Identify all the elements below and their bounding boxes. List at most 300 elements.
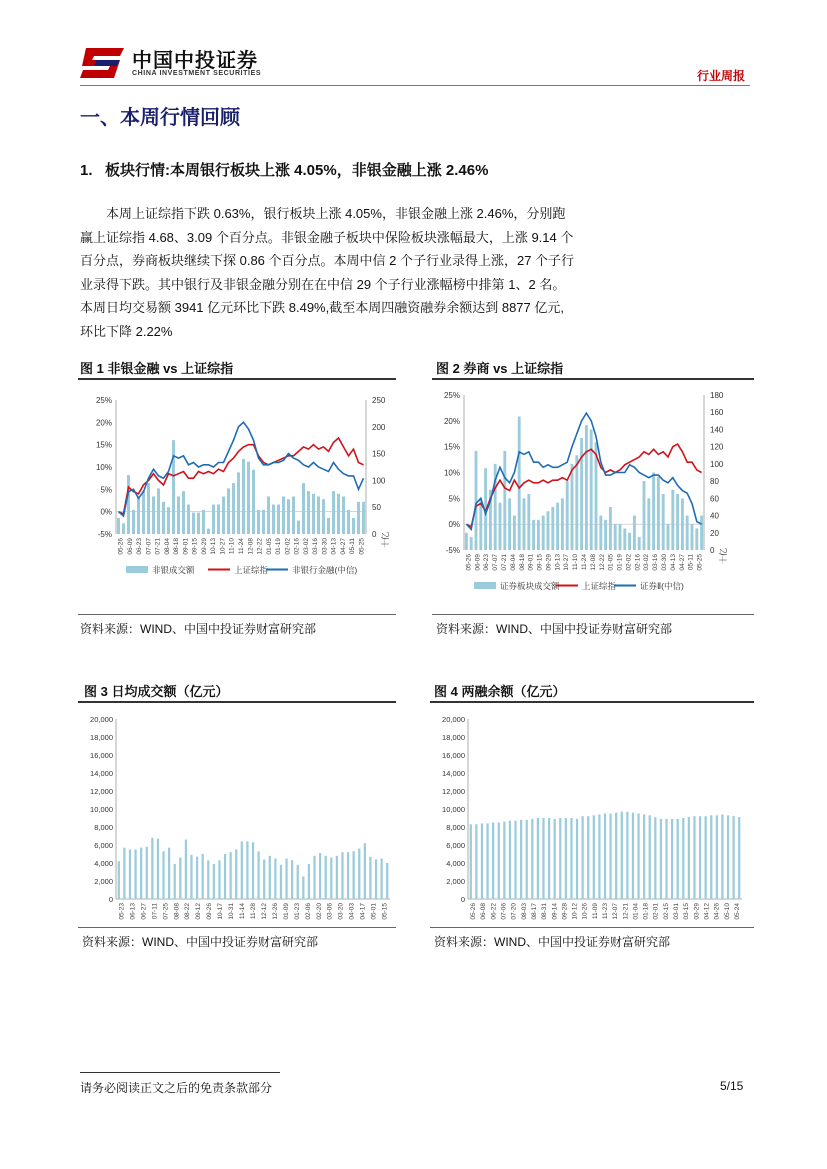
x-tick-label: 04-13: [330, 538, 338, 555]
y-right-tick-label: 100: [710, 459, 724, 469]
legend-label: 证券板块成交额: [500, 581, 560, 591]
bar: [699, 816, 701, 899]
fig1-title: 图 1 非银金融 vs 上证综指: [80, 361, 234, 376]
bar: [688, 817, 690, 899]
bar: [369, 857, 371, 899]
bar: [307, 491, 310, 534]
x-tick-label: 05-15: [381, 903, 389, 920]
x-tick-label: 01-05: [265, 538, 273, 555]
bar: [167, 507, 170, 534]
bar: [237, 472, 240, 534]
bar: [285, 859, 287, 900]
bar: [570, 818, 572, 899]
y-left-tick-label: 15%: [95, 440, 112, 450]
page-number: 5/15: [720, 1079, 744, 1093]
x-tick-label: 06-09: [126, 538, 134, 555]
legend-swatch-bar: [474, 582, 496, 589]
y-right-tick-label: 180: [710, 391, 724, 400]
bar: [132, 510, 135, 534]
bar: [227, 488, 230, 534]
x-tick-label: 03-15: [683, 903, 691, 920]
x-tick-label: 09-29: [200, 538, 208, 555]
bar: [313, 856, 315, 899]
x-tick-label: 02-15: [662, 903, 670, 920]
x-tick-label: 03-16: [652, 554, 660, 571]
bar: [319, 853, 321, 899]
bar: [187, 505, 190, 534]
paragraph-line: 本周日均交易额 3941 亿元环比下跌 8.49%,截至本周四融资融券余额达到 8877 亿元,: [80, 300, 564, 315]
bar: [302, 877, 304, 900]
bar: [671, 819, 673, 899]
bar: [681, 498, 684, 550]
bar: [269, 856, 271, 899]
bar: [575, 455, 578, 550]
y-left-tick-label: -5%: [97, 530, 112, 539]
bar: [657, 477, 660, 550]
bar: [465, 533, 468, 550]
bar: [242, 459, 245, 534]
bar: [235, 850, 237, 900]
bar: [162, 502, 165, 534]
y-right-tick-label: 150: [372, 449, 386, 459]
bar: [302, 483, 305, 534]
fig2-chart: [432, 382, 754, 614]
x-tick-label: 04-27: [678, 554, 686, 571]
bar: [297, 865, 299, 899]
bar: [347, 510, 350, 534]
bar: [604, 814, 606, 900]
bar: [590, 429, 593, 550]
y-tick-label: 2,000: [94, 877, 113, 886]
bar: [330, 858, 332, 899]
x-tick-label: 09-28: [561, 903, 569, 920]
y-right-tick-label: 120: [710, 442, 724, 452]
footer-disclaimer: 请务必阅读正文之后的免责条款部分: [80, 1081, 273, 1095]
bar: [520, 820, 522, 899]
x-tick-label: 12-26: [271, 903, 279, 920]
bar: [637, 814, 639, 900]
bar: [537, 818, 539, 899]
x-tick-label: 01-05: [607, 554, 615, 571]
x-tick-label: 07-25: [162, 903, 170, 920]
legend-label: 非银成交额: [152, 565, 195, 575]
bar: [358, 849, 360, 899]
y-tick-label: 10,000: [90, 805, 113, 814]
bar: [257, 851, 259, 899]
bar: [207, 860, 209, 899]
bar: [571, 464, 574, 550]
x-tick-label: 03-29: [693, 903, 701, 920]
bar: [643, 814, 645, 899]
x-tick-label: 03-30: [661, 554, 668, 571]
x-tick-label: 09-15: [191, 538, 199, 555]
bar: [621, 812, 623, 899]
bar: [492, 823, 494, 900]
bar: [499, 503, 502, 550]
bar: [486, 823, 488, 899]
y-right-tick-label: 100: [372, 476, 386, 486]
bar: [262, 510, 265, 534]
bar: [364, 843, 366, 899]
x-tick-label: 11-24: [581, 554, 588, 571]
bar: [649, 815, 651, 899]
x-tick-label: 10-12: [571, 903, 579, 920]
y-tick-label: 14,000: [442, 769, 465, 778]
fig1-bottom-rule: [78, 614, 396, 615]
x-tick-label: 10-27: [563, 554, 571, 571]
paragraph-line: 百分点，券商板块继续下探 0.86 个百分点。本周中信 2 个子行业录得上涨，27 个子行: [80, 253, 575, 268]
bar: [357, 502, 360, 534]
x-tick-label: 12-22: [256, 538, 264, 555]
bar: [246, 841, 248, 899]
x-tick-label: 06-23: [136, 538, 144, 555]
x-tick-label: 07-20: [510, 903, 518, 920]
bar: [693, 816, 695, 899]
bar: [654, 817, 656, 899]
bar: [197, 513, 200, 534]
bar: [190, 855, 192, 899]
y-right-tick-label: 250: [372, 396, 386, 405]
y-right-tick-label: 0: [372, 530, 377, 539]
legend-label: 证券Ⅱ(中信): [640, 581, 684, 591]
bar: [638, 537, 641, 550]
bar: [353, 851, 355, 899]
y-left-tick-label: 25%: [95, 396, 112, 405]
fig3-top-rule: [78, 701, 396, 703]
bar: [257, 510, 260, 534]
bar: [508, 498, 511, 550]
x-tick-label: 08-04: [509, 554, 517, 571]
bar: [362, 502, 365, 534]
bar: [332, 491, 335, 534]
y-left-tick-label: 25%: [443, 391, 460, 400]
bar: [582, 816, 584, 899]
y-right-tick-label: 0: [710, 546, 715, 555]
bar: [677, 819, 679, 899]
bar: [721, 814, 723, 899]
bar: [561, 498, 564, 550]
paragraph-line: 本周上证综指下跌 0.63%，银行板块上涨 4.05%，非银金融上涨 2.46%，分别跑: [106, 206, 566, 221]
fig1-source: 资料来源：WIND、中国中投证券财富研究部: [80, 622, 316, 636]
bar: [626, 812, 628, 899]
x-tick-label: 07-21: [154, 538, 162, 555]
y-tick-label: 12,000: [442, 787, 465, 796]
blue-line-series: [466, 413, 701, 529]
x-tick-label: 06-22: [490, 903, 498, 920]
x-tick-label: 07-07: [492, 554, 500, 571]
x-tick-label: 08-04: [163, 538, 171, 555]
y-tick-label: 8,000: [446, 823, 465, 832]
bar: [146, 847, 148, 899]
bar: [222, 496, 225, 534]
x-tick-label: 05-11: [349, 538, 357, 555]
subsection-title: 1. 板块行情:本周银行板块上涨 4.05%，非银金融上涨 2.46%: [80, 162, 489, 179]
x-tick-label: 05-26: [117, 538, 125, 555]
x-tick-label: 06-27: [140, 903, 148, 920]
x-tick-label: 08-31: [541, 903, 549, 920]
bar: [470, 824, 472, 899]
bar: [217, 505, 220, 534]
x-tick-label: 08-17: [530, 903, 538, 920]
y-right-tick-label: 20: [710, 528, 719, 538]
fig2-bottom-rule: [432, 614, 754, 615]
x-tick-label: 08-08: [173, 903, 181, 920]
bar: [619, 524, 622, 550]
x-tick-label: 02-16: [634, 554, 642, 571]
bar: [527, 494, 530, 550]
x-tick-label: 03-16: [312, 538, 320, 555]
right-axis-unit-label: 十亿: [381, 532, 390, 548]
bar: [609, 814, 611, 900]
y-right-tick-label: 50: [372, 503, 381, 513]
blue-line-series: [119, 422, 364, 516]
x-tick-label: 10-27: [219, 538, 227, 555]
legend-label: 非银行金融(中信): [292, 565, 358, 575]
bar: [498, 823, 500, 900]
red-line-series: [466, 444, 701, 527]
fig3-chart: [78, 705, 396, 927]
x-tick-label: 01-19: [275, 538, 283, 555]
bar: [547, 511, 550, 550]
bar: [207, 529, 210, 534]
x-tick-label: 12-08: [589, 554, 597, 571]
x-tick-label: 12-08: [247, 538, 255, 555]
x-tick-label: 06-23: [483, 554, 491, 571]
bar: [325, 856, 327, 899]
x-tick-label: 03-06: [326, 903, 334, 920]
x-tick-label: 04-27: [339, 538, 347, 555]
y-tick-label: 12,000: [90, 787, 113, 796]
bar: [317, 496, 320, 534]
bar: [667, 524, 670, 550]
bar: [652, 473, 655, 551]
x-tick-label: 03-30: [321, 538, 329, 555]
x-tick-label: 01-23: [293, 903, 301, 920]
bar: [633, 516, 636, 550]
paragraph-line: 环比下降 2.22%: [80, 323, 173, 339]
x-tick-label: 05-24: [733, 903, 741, 920]
footer-rule: [80, 1072, 280, 1073]
bar: [585, 425, 588, 550]
bar: [632, 813, 634, 899]
logo-en-text: CHINA INVESTMENT SECURITIES: [132, 70, 262, 77]
bar: [342, 496, 345, 534]
x-tick-label: 11-24: [238, 538, 245, 555]
y-right-tick-label: 40: [710, 511, 719, 521]
bar: [185, 840, 187, 899]
bar: [192, 513, 195, 534]
bar: [537, 520, 540, 550]
bar: [174, 864, 176, 899]
bar: [643, 481, 646, 550]
y-left-tick-label: 5%: [448, 494, 460, 504]
bar: [705, 816, 707, 899]
bar: [252, 470, 255, 534]
bar: [129, 850, 131, 900]
bar: [147, 483, 150, 534]
x-tick-label: 06-08: [480, 903, 488, 920]
y-tick-label: 4,000: [446, 859, 465, 868]
bar: [565, 818, 567, 899]
x-tick-label: 09-14: [551, 903, 559, 920]
x-tick-label: 11-09: [591, 903, 599, 920]
bar: [196, 857, 198, 899]
x-tick-label: 12-07: [612, 903, 620, 920]
x-tick-label: 04-03: [348, 903, 356, 920]
bar: [122, 523, 125, 534]
x-tick-label: 02-02: [625, 554, 633, 571]
y-tick-label: 6,000: [446, 841, 465, 850]
bar: [531, 819, 533, 899]
y-tick-label: 18,000: [442, 733, 465, 742]
paragraph-line: 业录得下跌。其中银行及非银金融分别在在中信 29 个子行业涨幅榜中排第 1、2 名。: [80, 276, 566, 292]
bar: [232, 483, 235, 534]
y-tick-label: 8,000: [94, 823, 113, 832]
bar: [604, 520, 607, 550]
bar: [682, 818, 684, 899]
bar: [628, 533, 631, 550]
x-tick-label: 05-23: [118, 903, 126, 920]
y-left-tick-label: -5%: [445, 546, 460, 555]
bar: [716, 815, 718, 899]
x-tick-label: 05-25: [358, 538, 366, 555]
bar: [526, 820, 528, 899]
fig4-chart: [430, 705, 754, 927]
bar: [523, 498, 526, 550]
x-tick-label: 02-20: [315, 903, 323, 920]
bar: [297, 521, 300, 534]
bar: [676, 494, 679, 550]
x-tick-label: 12-21: [622, 903, 630, 920]
x-tick-label: 09-01: [182, 538, 190, 555]
bar: [247, 462, 250, 534]
bar: [277, 505, 280, 534]
bar: [280, 865, 282, 899]
x-tick-label: 08-18: [173, 538, 181, 555]
x-tick-label: 02-01: [652, 903, 660, 920]
bar: [475, 451, 478, 550]
y-tick-label: 6,000: [94, 841, 113, 850]
bar: [732, 816, 734, 899]
x-tick-label: 09-15: [536, 554, 544, 571]
x-tick-label: 03-02: [643, 554, 651, 571]
x-tick-label: 04-12: [703, 903, 711, 920]
bar: [267, 496, 270, 534]
y-tick-label: 10,000: [442, 805, 465, 814]
bar: [157, 488, 160, 534]
bar: [230, 852, 232, 899]
x-tick-label: 11-10: [572, 554, 580, 571]
bar: [481, 823, 483, 899]
bar: [252, 842, 254, 899]
y-tick-label: 0: [108, 895, 113, 904]
bar: [322, 499, 325, 534]
bar: [292, 496, 295, 534]
bar: [212, 505, 215, 534]
bar: [162, 851, 164, 899]
bar: [738, 817, 740, 899]
fig3-bottom-rule: [78, 927, 396, 928]
bar: [647, 498, 650, 550]
y-left-tick-label: 0%: [100, 507, 112, 517]
bar: [177, 496, 180, 534]
fig4-source: 资料来源：WIND、中国中投证券财富研究部: [434, 935, 670, 949]
bar: [700, 516, 703, 550]
y-right-tick-label: 60: [710, 494, 719, 504]
bar: [127, 475, 130, 534]
bar: [514, 821, 516, 899]
bar: [213, 864, 215, 899]
bar: [386, 863, 388, 899]
x-tick-label: 02-06: [304, 903, 312, 920]
bar: [272, 505, 275, 534]
bar: [576, 819, 578, 899]
x-tick-label: 12-22: [598, 554, 606, 571]
y-tick-label: 16,000: [442, 751, 465, 760]
bar: [727, 815, 729, 899]
fig4-top-rule: [430, 701, 754, 703]
logo: [80, 46, 280, 82]
y-right-tick-label: 160: [710, 408, 724, 418]
fig3-source: 资料来源：WIND、中国中投证券财富研究部: [82, 935, 318, 949]
x-tick-label: 10-17: [217, 903, 225, 920]
red-line-series: [119, 438, 364, 514]
y-tick-label: 20,000: [442, 715, 465, 724]
x-tick-label: 11-28: [250, 903, 257, 920]
x-tick-label: 01-09: [282, 903, 290, 920]
fig3-title: 图 3 日均成交额（亿元）: [84, 684, 229, 699]
x-tick-label: 04-13: [669, 554, 677, 571]
bar: [179, 858, 181, 899]
x-tick-label: 09-01: [527, 554, 535, 571]
bar: [503, 451, 506, 550]
fig2-source: 资料来源：WIND、中国中投证券财富研究部: [436, 622, 672, 636]
y-right-tick-label: 80: [710, 477, 719, 487]
bar: [503, 822, 505, 899]
bar: [662, 494, 665, 550]
bar: [352, 518, 355, 534]
bar: [327, 518, 330, 534]
bar: [513, 516, 516, 550]
logo-cn-text: 中国中投证券: [132, 50, 258, 72]
x-tick-label: 03-01: [673, 903, 681, 920]
bar: [587, 816, 589, 899]
bar: [566, 481, 569, 550]
bar: [312, 494, 315, 534]
bar: [274, 859, 276, 900]
x-tick-label: 05-25: [696, 554, 704, 571]
y-tick-label: 16,000: [90, 751, 113, 760]
logo-mark-icon: [80, 48, 124, 78]
bar: [593, 815, 595, 899]
bar: [548, 818, 550, 899]
bar: [347, 852, 349, 899]
bar: [615, 813, 617, 899]
bar: [134, 850, 136, 900]
bar: [554, 819, 556, 899]
section-title: 一、本周行情回顾: [80, 107, 240, 129]
bar: [518, 417, 521, 550]
bar: [542, 818, 544, 899]
bar: [380, 859, 382, 900]
y-left-tick-label: 10%: [95, 463, 112, 472]
x-tick-label: 01-04: [632, 903, 640, 920]
bar: [532, 520, 535, 550]
fig1-top-rule: [78, 378, 396, 380]
bar: [118, 861, 120, 899]
bar: [551, 507, 554, 550]
bar: [182, 491, 185, 534]
